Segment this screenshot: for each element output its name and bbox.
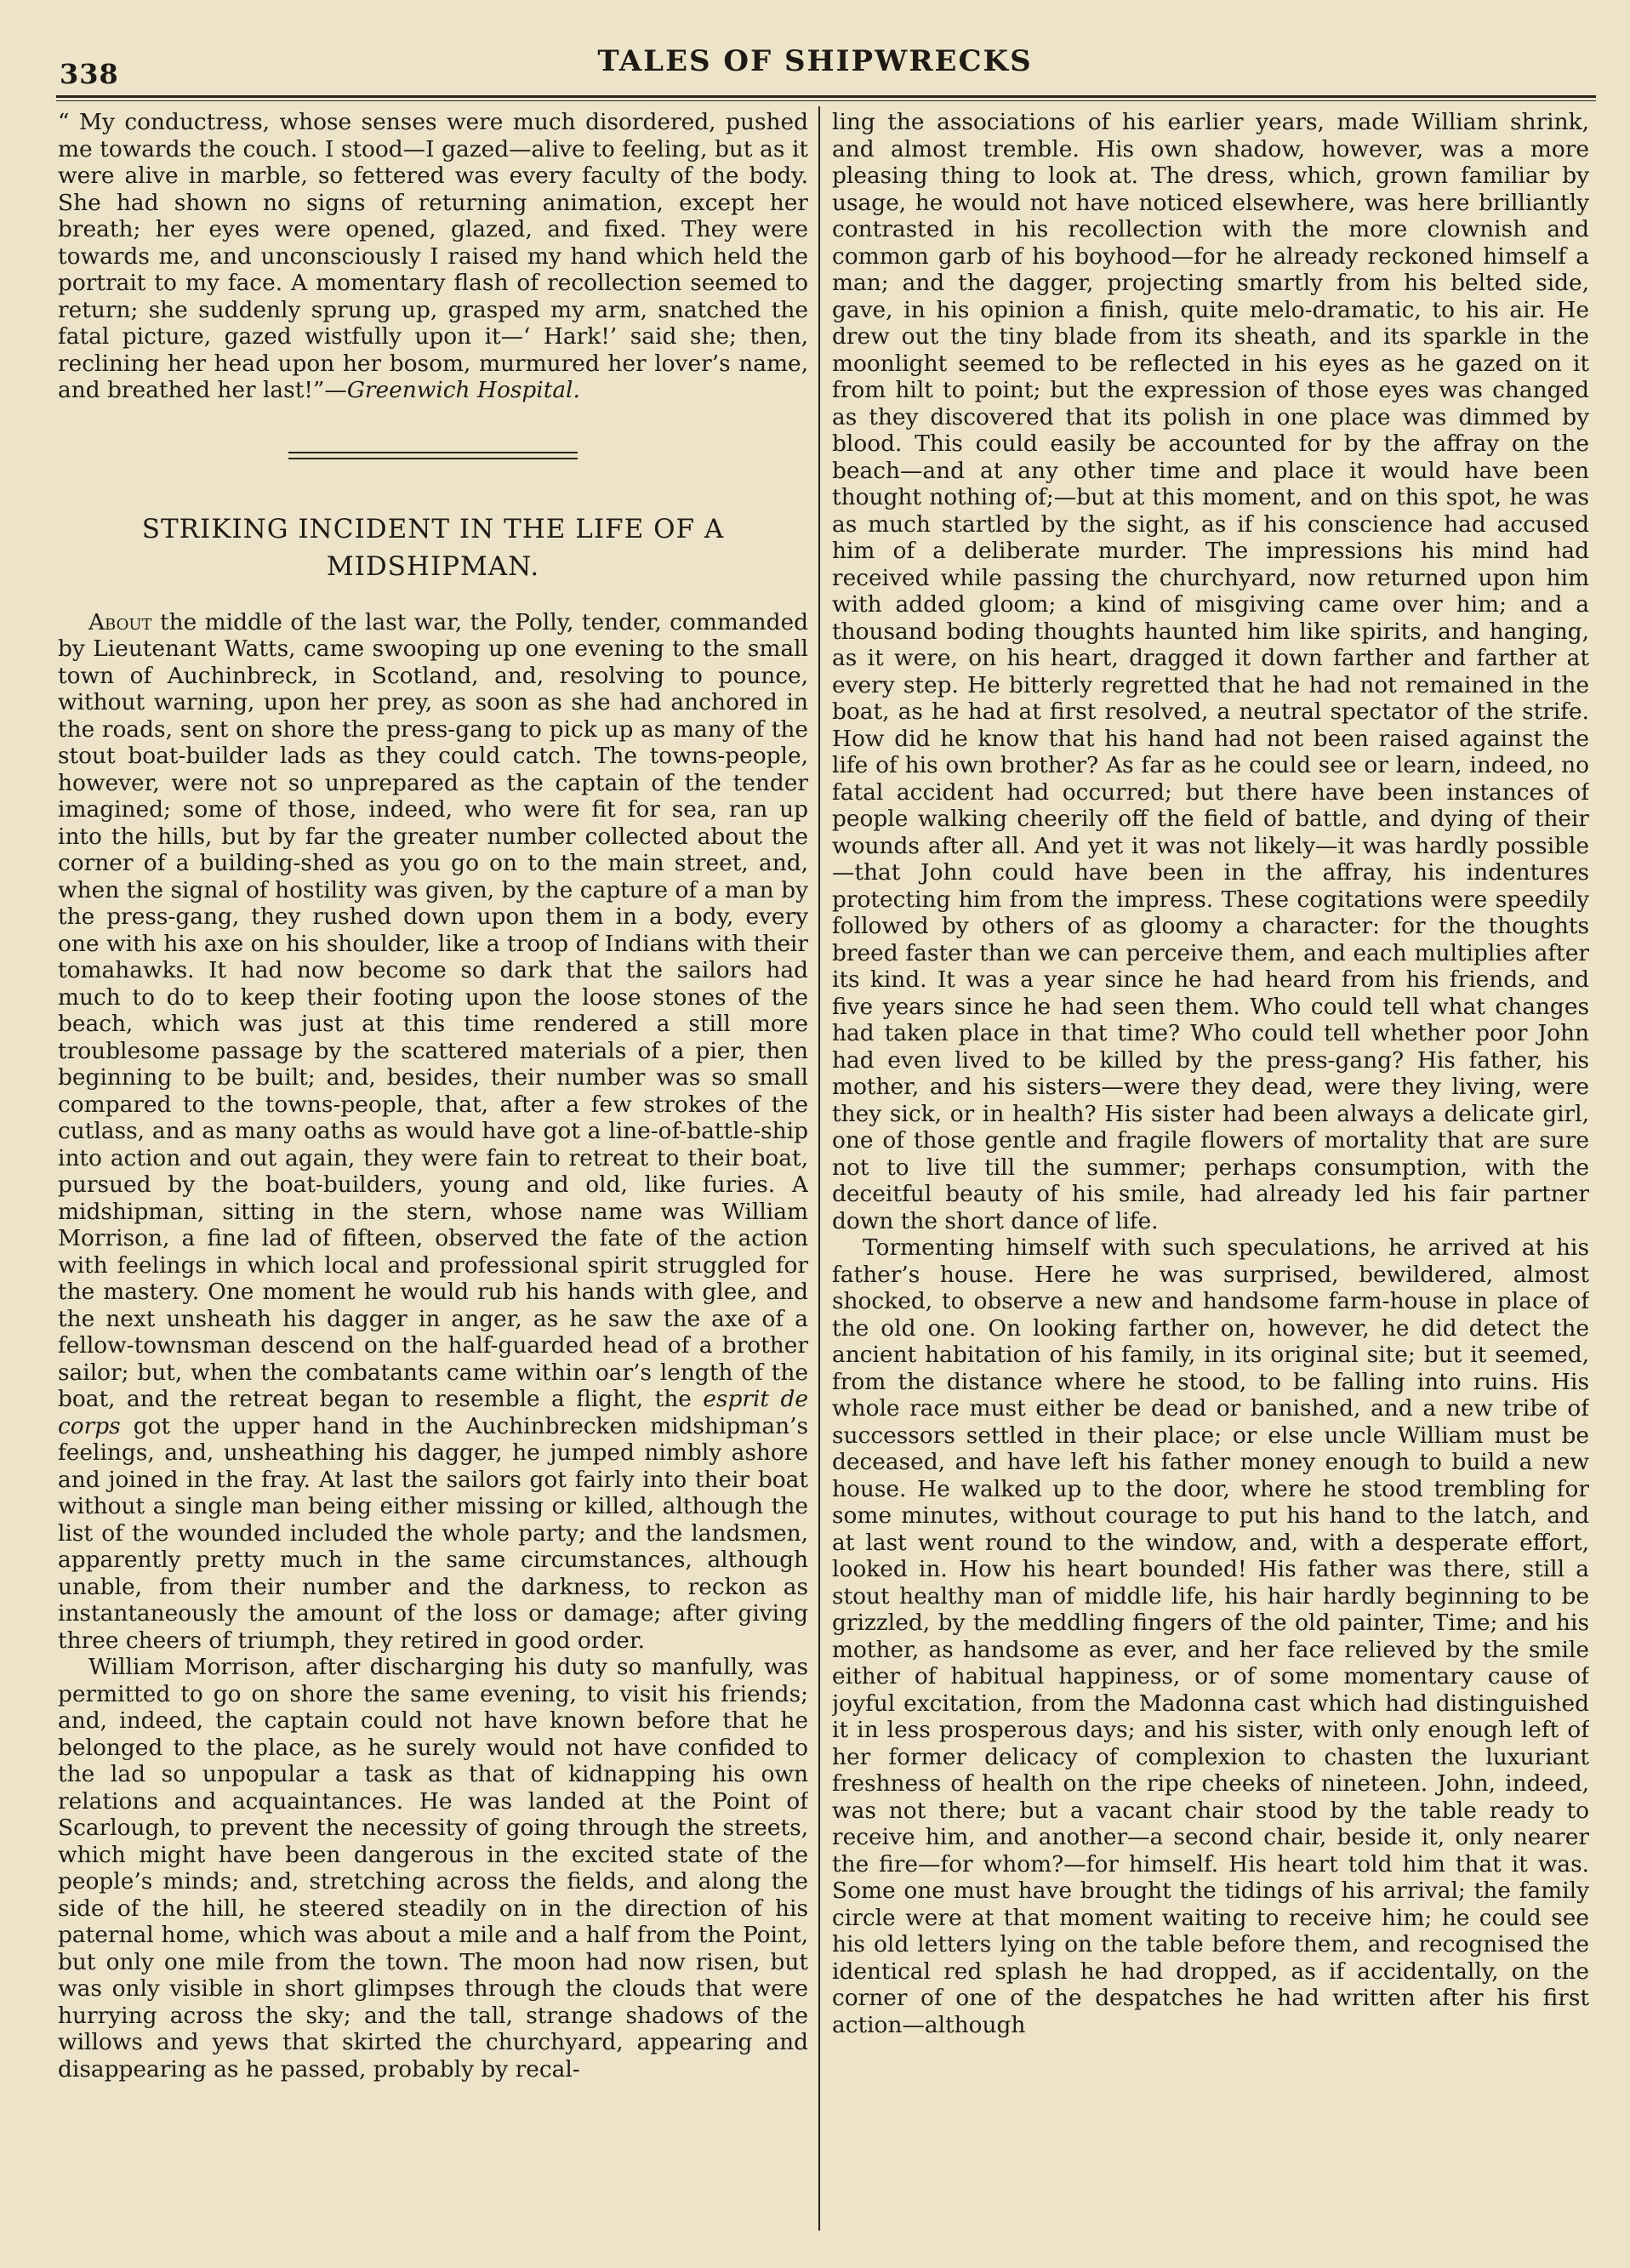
- right-column: [832, 109, 1589, 2217]
- lead-word: About: [88, 608, 152, 635]
- italic-phrase: esprit de corps: [58, 1386, 808, 1439]
- column-rule: [818, 106, 820, 2231]
- left-column: [58, 109, 808, 2217]
- paragraph-text: the middle of the last war, the Polly, tender, commanded by Lieutenant Watts, came swooping up one evening to the small town of Auchinbreck, in Scotland, and, resolving to pounce, without warning, upon her prey, as soon as she had anchored in the roads, sent on shore the press-gang to pick up as many of the stout boat-builder lads as they could catch. The towns-people, however, were not so unprepared as the captain of the tender imagined; some of those, indeed, who were fit for sea, ran up into the hills, but by far the greater number collected about the corner of a building-shed as you go on to the main street, and, when the signal of hostility was given, by the capture of a man by the press-gang, they rushed down upon them in a body, every one with his axe on his shoulder, like a troop of Indians with their tomahawks. It had now become so dark that the sailors had much to do to keep their footing upon the loose stones of the beach, which was just at this time rendered a still more troublesome passage by the scattered materials of a pier, then beginning to be built; and, besides, their number was so small compared to the towns-people, that, after a few strokes of the cutlass, and as many oaths as would have got a line-of-battle-ship into action and out again, they were fain to retreat to their boat, pursued by the boat-builders, young and old, like furies. A midshipman, sitting in the stern, whose name was William Morrison, a fine lad of fifteen, observed the fate of the action with feelings in which local and professional spirit struggled for the mastery. One moment he would rub his hands with glee, and the next unsheath his dagger in anger, as he saw the axe of a fellow-townsman descend on the half-guarded head of a brother sailor; but, when the combatants came within oar’s length of the boat, and the retreat began to resemble a flight, the: [58, 608, 808, 1412]
- paragraph-text-continued: got the upper hand in the Auchinbrecken midshipman’s feelings, and, unsheathing his dagger, he jumped nimbly ashore and joined in the fray. At last the sailors got fairly into their boat without a single man being either missing or killed, although the list of the wounded included the whole party; and the landsmen, apparently pretty much in the same circumstances, although unable, from their number and the darkness, to reckon as instantaneously the amount of the loss or damage; after giving three cheers of triumph, they retired in good order.: [58, 1412, 808, 1654]
- article-paragraph-2: William Morrison, after discharging his duty so manfully, was permitted to go on shore the same evening, to visit his friends; and, indeed, the captain could not have known before that he belonged to the place, as he surely would not have confided to the lad so unpopular a task as that of kidnapping his own relations and acquaintances. He was landed at the Point of Scarlough, to prevent the necessity of going through the streets, which might have been dangerous in the excited state of the people’s minds; and, stretching across the fields, and along the side of the hill, he steered steadily on in the direction of his paternal home, which was about a mile and a half from the Point, but only one mile from the town. The moon had now risen, but was only visible in short glimpses through the clouds that were hurrying across the sky; and the tall, strange shadows of the willows and yews that skirted the churchyard, appearing and disappearing as he passed, probably by recal-: [58, 1654, 808, 2083]
- article-paragraph-4: Tormenting himself with such speculations, he arrived at his father’s house. Here he was surprised, bewildered, almost shocked, to observe a new and handsome farm-house in place of the old one. On looking farther on, however, he did detect the ancient habitation of his family, in its original site; but it seemed, from the distance where he stood, to be falling into ruins. His whole race must either be dead or banished, and a new tribe of successors settled in their place; or else uncle William must be deceased, and have left his father money enough to build a new house. He walked up to the door, where he stood trembling for some minutes, without courage to put his hand to the latch, and at last went round to the window, and, with a desperate effort, looked in. How his heart bounded! His father was there, still a stout healthy man of middle life, his hair hardly beginning to be grizzled, by the meddling fingers of the old painter, Time; and his mother, as handsome as ever, and her face relieved by the smile either of habitual happiness, or of some momentary cause of joyful excitation, from the Madonna cast which had distinguished it in less prosperous days; and his sister, with only enough left of her former delicacy of complexion to chasten the luxuriant freshness of health on the ripe cheeks of nineteen. John, indeed, was not there; but a vacant chair stood by the table ready to receive him, and another—a second chair, beside it, only nearer the fire—for whom?—for himself. His heart told him that it was. Some one must have brought the tidings of his arrival; the family circle were at that moment waiting to receive him; he could see his old letters lying on the table before them, and recognised the identical red splash he had dropped, as if accidentally, on the corner of one of the despatches he had written after his first action—although: [832, 1234, 1589, 2038]
- section-divider: [288, 452, 578, 459]
- article-paragraph-1: [58, 609, 808, 1655]
- header-rule: [56, 95, 1596, 101]
- running-head: TALES OF SHIPWRECKS: [597, 44, 1033, 78]
- article-title: STRIKING INCIDENT IN THE LIFE OF A MIDSHIPMAN.: [141, 513, 725, 582]
- article-paragraph-3: ling the associations of his earlier years, made William shrink, and almost tremble. His own shadow, however, was a more pleasing thing to look at. The dress, which, grown familiar by usage, he would not have noticed elsewhere, was here brilliantly contrasted in his recollection with the more clownish and common garb of his boyhood—for he already reckoned himself a man; and the dagger, projecting smartly from his belted side, gave, in his opinion a finish, quite melo-dramatic, to his air. He drew out the tiny blade from its sheath, and its sparkle in the moonlight seemed to be reflected in his eyes as he gazed on it from hilt to point; but the expression of those eyes was changed as they discovered that its polish in one place was dimmed by blood. This could easily be accounted for by the affray on the beach—and at any other time and place it would have been thought nothing of;—but at this moment, and on this spot, he was as much startled by the sight, as if his conscience had accused him of a deliberate murder. The impressions his mind had received while passing the churchyard, now returned upon him with added gloom; a kind of misgiving came over him; and a thousand boding thoughts haunted him like spirits, and hanging, as it were, on his heart, dragged it down farther and farther at every step. He bitterly regretted that he had not remained in the boat, as he had at first resolved, a neutral spectator of the strife. How did he know that his hand had not been raised against the life of his own brother? As far as he could see or learn, indeed, no fatal accident had occurred; but there have been instances of people walking cheerily off the field of battle, and dying of their wounds after all. And yet it was not likely—it was hardly possible—that John could have been in the affray, his indentures protecting him from the impress. These cogitations were speedily followed by others of as gloomy a character: for the thoughts breed faster than we can perceive them, and each multiplies after its kind. It was a year since he had heard from his friends, and five years since he had seen them. Who could tell what changes had taken place in that time? Who could tell whether poor John had even lived to be killed by the press-gang? His father, his mother, and his sisters—were they dead, were they living, were they sick, or in health? His sister had been always a delicate girl, one of those gentle and fragile flowers of mortality that are sure not to live till the summer; perhaps consumption, with the deceitful beauty of his smile, had already led his fair partner down the short dance of life.: [832, 109, 1589, 1234]
- quote-text: “ My conductress, whose senses were much disordered, pushed me towards the couch. I stood—I gazed—alive to feeling, but as it were alive in marble, so fettered was every faculty of the body. She had shown no signs of returning animation, except her breath; her eyes were opened, glazed, and fixed. They were towards me, and unconsciously I raised my hand which held the portrait to my face. A momentary flash of recollection seemed to return; she suddenly sprung up, grasped my arm, snatched the fatal picture, gazed wistfully upon it—‘ Hark!’ said she; then, reclining her head upon her bosom, murmured her lover’s name, and breathed her last!”—: [58, 109, 808, 403]
- quote-source: Greenwich Hospital.: [346, 377, 580, 403]
- page-number: 338: [60, 58, 119, 90]
- quote-paragraph: [58, 109, 808, 404]
